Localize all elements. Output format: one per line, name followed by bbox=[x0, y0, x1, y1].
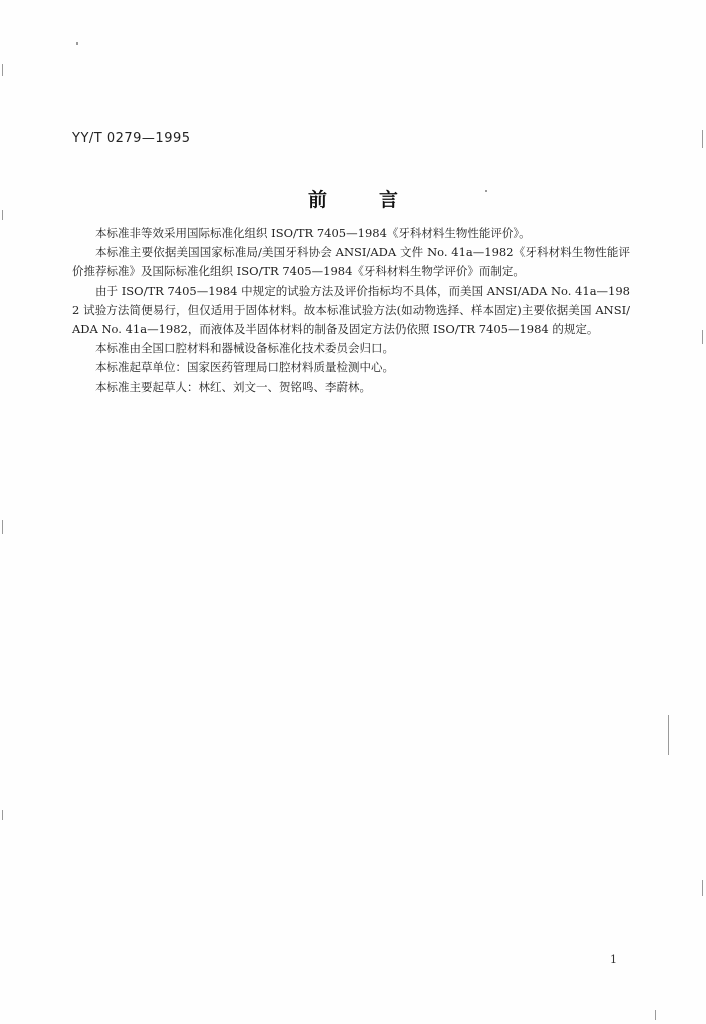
paragraph-methods: 由于 ISO/TR 7405—1984 中规定的试验方法及评价指标均不具体，而美国 ANSI/ADA No. 41a—1982 试验方法简便易行，但仅适用于固体材料。故本标准试验方法(如动物选择、样本固定)主要依据美国 ANSI/ADA No. 41a—1982，而液体及半固体材料的制备及固定方法仍依照 ISO/TR 7405—1984 的规定。 bbox=[72, 283, 630, 337]
paragraph-basis: 本标准主要依据美国国家标准局/美国牙科协会 ANSI/ADA 文件 No. 41a—1982《牙科材料生物性能评价推荐标准》及国际标准化组织 ISO/TR 7405—1984《牙科材料生物学评价》而制定。 bbox=[72, 245, 630, 279]
scan-mark bbox=[702, 880, 703, 896]
paragraph-adoption: 本标准非等效采用国际标准化组织 ISO/TR 7405—1984《牙科材料生物性能评价》。 bbox=[95, 226, 531, 240]
scan-mark bbox=[76, 42, 78, 45]
standard-code: YY/T 0279—1995 bbox=[72, 131, 191, 146]
scan-mark bbox=[2, 810, 3, 820]
scan-mark bbox=[668, 715, 669, 755]
scan-mark bbox=[2, 520, 3, 534]
scan-mark bbox=[2, 210, 3, 220]
section-title: 前言 bbox=[307, 189, 450, 211]
scan-mark bbox=[2, 64, 3, 76]
paragraph-drafting-unit: 本标准起草单位：国家医药管理局口腔材料质量检测中心。 bbox=[95, 360, 394, 375]
scan-mark bbox=[702, 130, 703, 148]
page-number: 1 bbox=[610, 953, 617, 966]
paragraph-committee: 本标准由全国口腔材料和器械设备标准化技术委员会归口。 bbox=[95, 341, 394, 356]
scan-mark bbox=[702, 330, 703, 344]
scan-mark bbox=[655, 1010, 656, 1020]
foreword-body bbox=[72, 224, 630, 397]
paragraph-drafters: 本标准主要起草人：林红、刘文一、贺铭鸣、李蔚林。 bbox=[95, 379, 371, 394]
scan-mark bbox=[485, 190, 487, 192]
